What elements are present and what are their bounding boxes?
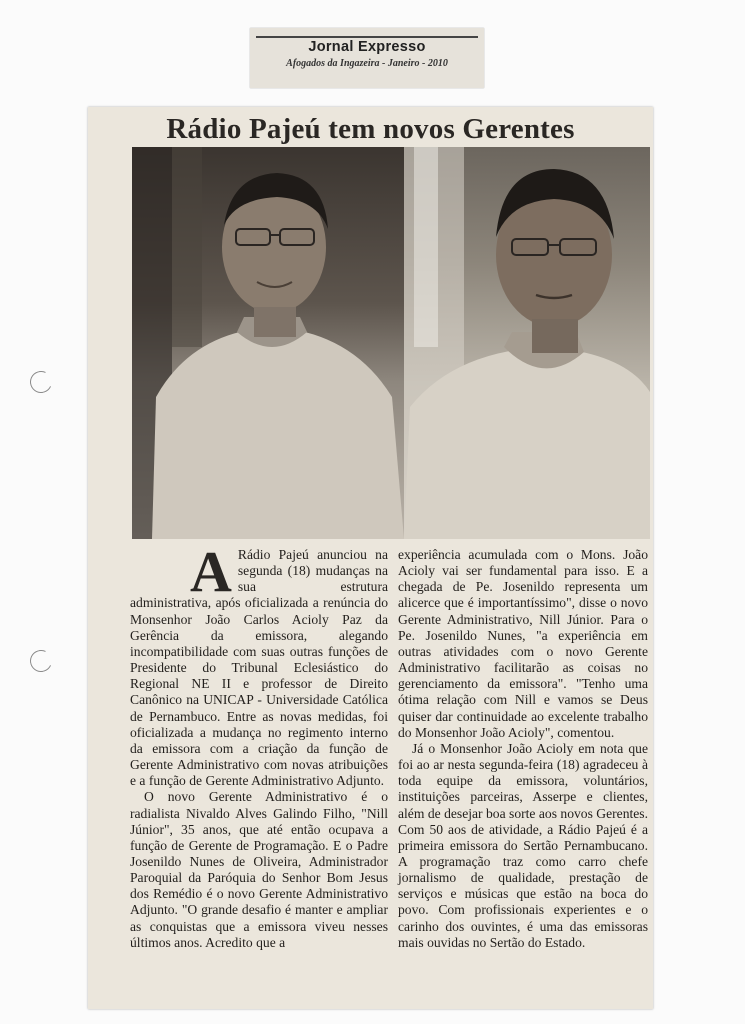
drop-cap: A	[190, 539, 232, 604]
portrait-left-illustration	[132, 147, 404, 539]
punch-hole-bottom	[27, 647, 55, 675]
punch-hole-top	[27, 368, 55, 396]
masthead-clipping	[250, 28, 484, 88]
place-and-date: Afogados da Ingazeira - Janeiro - 2010	[286, 58, 448, 69]
paragraph-2: O novo Gerente Administrativo é o radialista Nivaldo Alves Galindo Filho, "Nill Júnior", 35 anos, que até então ocupava a função de Gerente de Programação. E o Padre Josenildo Nunes de Oliveira, Administrador Paroquial da Paróquia do Senhor Bom Jesus dos Remédio é o novo Gerente Administrativo Adjunto. "O grande desafio é manter e ampliar as conquistas que a emissora viveu nesses últimos anos. Acredito que a	[130, 789, 388, 950]
paragraph-3: experiência acumulada com o Mons. João Acioly vai ser fundamental para isso. E a chegada de Pe. Josenildo representa um alicerce que é importantíssimo", disse o novo Gerente Administrativo, Nill Júnior. Para o Pe. Josenildo Nunes, "a experiência em outras atividades com o novo Gerente Administrativo facilitarão as coisas no gerenciamento da emissora". "Tenho uma ótima relação com Nill e vamos se Deus quiser dar continuidade ao excelente trabalho do Monsenhor João Acioly", comentou.	[398, 547, 648, 740]
article-column-1	[130, 539, 388, 951]
masthead-rule	[256, 36, 478, 38]
paragraph-4: Já o Monsenhor João Acioly em nota que foi ao ar nesta segunda-feira (18) agradeceu à toda equipe da emissora, voluntários, instituições parceiras, Asserpe e clientes, além de desejar boa sorte aos novos Gerentes. Com 50 aos de atividade, a Rádio Pajeú é a primeira emissora do Sertão Pernambucano. A programação traz como carro chefe jornalismo de qualidade, prestação de serviços e músicas que estão na boca do povo. Com profissionais experientes e o carinho dos ouvintes, é uma das emissoras mais ouvidas no Sertão do Estado.	[398, 740, 648, 950]
paragraph-1: Rádio Pajeú anunciou na segunda (18) mudanças na sua estrutura administrativa, após oficializada a renúncia do Monsenhor João Carlos Acioly Paz da Gerência da emissora, alegando incompatibilidade com suas outras funções de Presidente do Tribunal Eclesiástico do Regional NE II e professor de Direito Canônico na UNICAP - Universidade Católica de Pernambuco. Entre as novas medidas, foi oficializada a mudança no regimento interno da emissora com a criação da função de Gerente Administrativo com novas atribuições e a função de Gerente Administrativo Adjunto.	[130, 547, 388, 789]
newspaper-name: Jornal Expresso	[308, 39, 426, 55]
article-clipping	[88, 107, 653, 1009]
portrait-right-illustration	[404, 147, 650, 539]
article-column-2	[398, 547, 648, 951]
photo-man-left	[132, 147, 404, 539]
photo-man-right	[404, 147, 650, 539]
article-headline: Rádio Pajeú tem novos Gerentes	[166, 113, 575, 145]
